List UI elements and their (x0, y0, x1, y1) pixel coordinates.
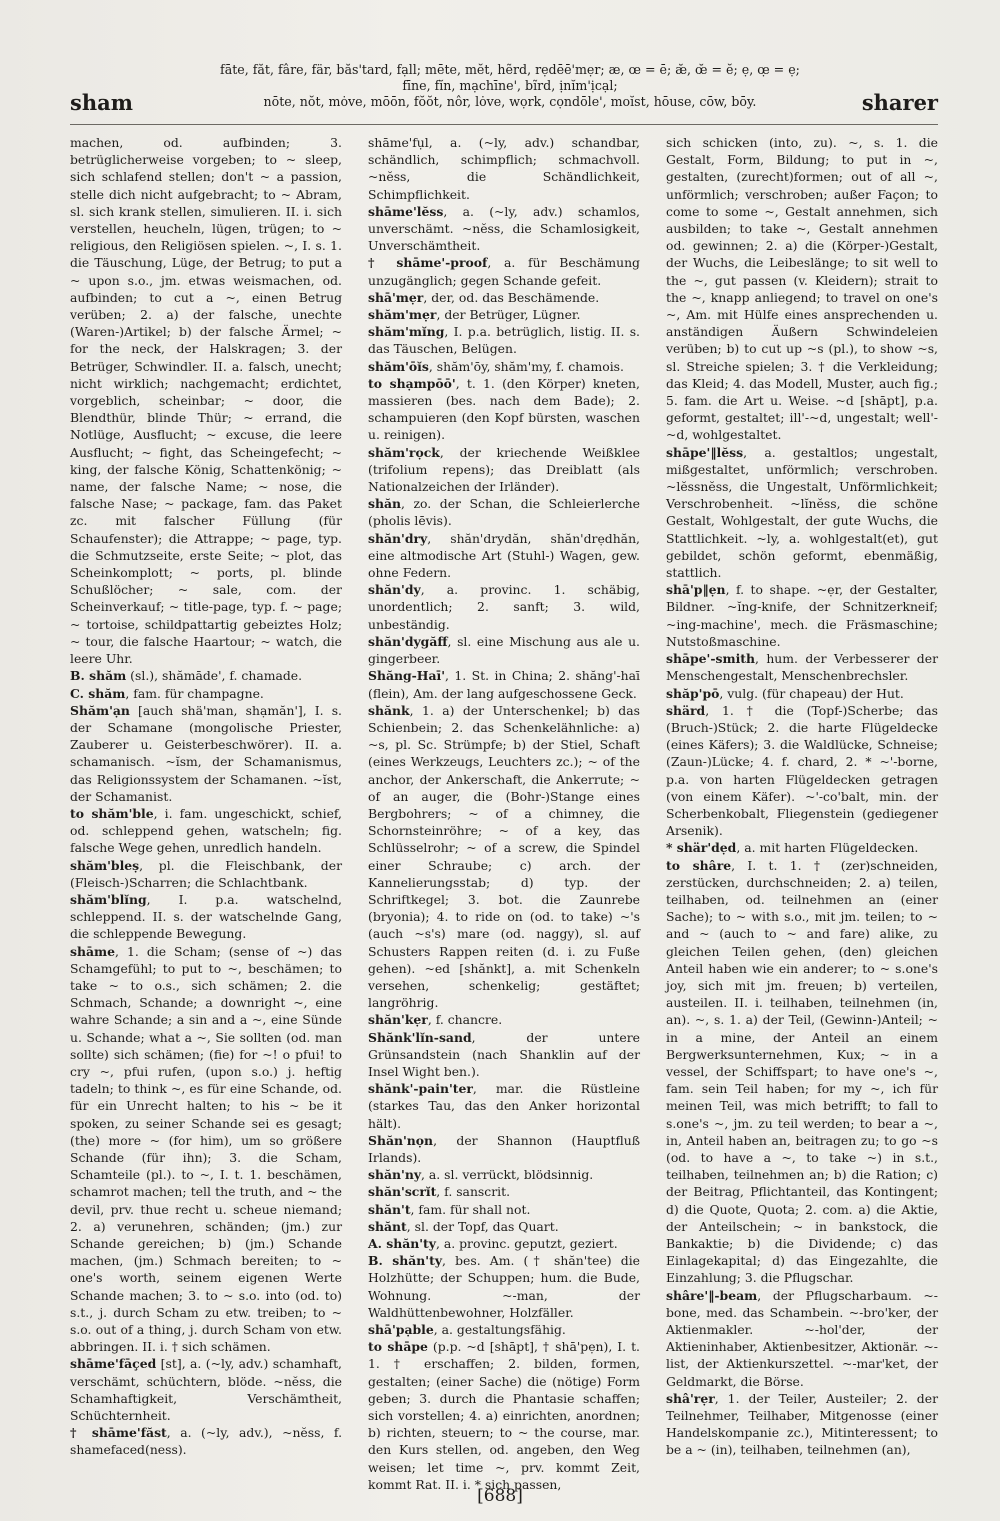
dictionary-entry: C. shăm, fam. für champagne. (70, 685, 264, 701)
dictionary-entry: * shär'dẹd, a. mit harten Flügeldecken. (666, 840, 919, 856)
headword: shāpe'-smith (666, 651, 756, 667)
page-number: [688] (477, 1486, 523, 1506)
dictionary-entry: machen, od. aufbinden; 3. betrüglicherweise vorgeben; to ~ sleep, sich schlafend stellen; don't ~ a passion, stelle dich nicht aufgebracht; to ~ Abram, sl. sich krank stellen, simulieren. II. i. sich verstellen, heucheln, lügen, trügen; to ~ religious, den Religiösen spielen. ~, I. s. 1. die Täuschung, Lüge, der Betrug; to put a ~ upon s.o., jm. etwas weismachen, od. aufbinden; to cut a ~, einen Betrug verüben; 2. a) der falsche, unechte (Waren-)Artikel; b) der falsche Ärmel; ~ for the neck, der Halskragen; 3. der Betrüger, Schwindler. II. a. falsch, unecht; nicht wirklich; nachgemacht; erdichtet, vorgeblich, scheinbar; ~ door, die Blendthür, blinde Thür; ~ errand, die Notlüge, Ausflucht; ~ excuse, die leere Ausflucht; ~ fight, das Scheingefecht; ~ king, der falsche König, Schattenkönig; ~ name, der falsche Name; ~ nose, die falsche Nase; ~ package, fam. das Paket zc. mit falscher Füllung (für Schaufenster); die Attrappe; ~ page, typ. die Schmutzseite, erste Seite; ~ plot, das Scheinkomplott; ~ ports, pl. blinde Schußlöcher; ~ sale, com. der Scheinverkauf; ~ title-page, typ. f. ~ page; ~ tortoise, schildpattartig gebeiztes Holz; ~ tour, die falsche Haartour; ~ watch, die leere Uhr. (70, 135, 342, 667)
pronunciation-key (220, 62, 800, 110)
headword: to shāpe (368, 1339, 428, 1355)
dictionary-entry: shāpe'-smith, hum. der Verbesserer der Menschengestalt, Menschenbrechsler. (666, 651, 938, 684)
headword: shăn'scrĭt (368, 1184, 437, 1200)
headword: shăm'blĭng (70, 891, 147, 907)
headword: shāme'lĕss (368, 203, 444, 219)
dictionary-entry: B. shăn'ty, bes. Am. († shăn'tee) die Holzhütte; der Schuppen; hum. die Bude, Wohnung. ~-man, der Waldhüttenbewohner, Holzfäller. (368, 1253, 640, 1320)
dictionary-entry: shăm'rọck, der kriechende Weißklee (trifolium repens); das Dreiblatt (als Nationalzeichen der Irländer). (368, 444, 640, 495)
entry-columns (70, 134, 938, 1492)
dictionary-entry: shăm'blĭng, I. p.a. watschelnd, schleppend. II. s. der watschelnde Gang, die schleppende Bewegung. (70, 891, 342, 942)
column-left (70, 134, 342, 1479)
headword: to shâre (666, 857, 732, 873)
dictionary-entry: shā'p‖ẹn, f. to shape. ~ẹr, der Gestalter, Bildner. ~ĭng-knife, der Schnitzerkneif; ~ing-machine', mech. die Fräsmaschine; Nutstoßmaschine. (666, 582, 938, 649)
headword: shăn'ny (368, 1167, 422, 1183)
dictionary-entry: shāme'fāçed [st], a. (~ly, adv.) schamhaft, verschämt, schüchtern, blöde. ~nĕss, die Schamhaftigkeit, Verschämtheit, Schüchternheit. (70, 1356, 342, 1424)
guide-word-left: sham (70, 90, 133, 115)
headword: shâre'‖-beam (666, 1287, 758, 1303)
dictionary-entry: Shăn'nọn, der Shannon (Hauptfluß Irlands). (368, 1132, 640, 1165)
headword: shā'p‖ẹn (666, 582, 726, 598)
dictionary-entry: shā'mẹr, der, od. das Beschämende. (368, 289, 600, 305)
dictionary-entry: shănt, sl. der Topf, das Quart. (368, 1218, 559, 1234)
dictionary-entry: shăn'dry, shăn'drydăn, shăn'drẹdhăn, eine altmodische Art (Stuhl-) Wagen, gew. ohne Federn. (368, 530, 640, 581)
headword: Shăng-Haī' (368, 668, 446, 684)
dictionary-entry: shāme, 1. die Scham; (sense of ~) das Schamgefühl; to put to ~, beschämen; to take ~ to o.s., sich schämen; 2. die Schmach, Schande; a downright ~, eine wahre Schande; a sin and a ~, eine Sünde u. Schande; what a ~, Sie sollten (od. man sollte) sich schämen; (fie) for ~! o pfui! to cry ~, pfui rufen, (upon s.o.) j. heftig tadeln; to think ~, es für eine Schande, od. für ein Unrecht halten; to his ~ be it spoken, zu seiner Schande sei es gesagt; (the) more ~ (for him), um so größere Schande (für ihn); 3. die Scham, Schamteile (pl.). to ~, I. t. 1. beschämen, schamrot machen; tell the truth, and ~ the devil, prv. thue recht u. scheue niemand; 2. a) verunehren, schänden; (jm.) zur Schande gereichen; b) (jm.) Schande machen, (jm.) Schmach bereiten; to ~ one's worth, seinem eigenen Werte Schande machen; 3. to ~ s.o. into (od. to) s.t., j. durch Scham zu etw. treiben; to ~ s.o. out of a thing, j. durch Scham von etw. abbringen. II. i. † sich schämen. (70, 943, 342, 1355)
headword: shănk (368, 702, 410, 718)
pronunciation-key-line: fāte, făt, fâre, fär, băs'tard, fạll; mēte, mĕt, hẽrd, rẹdēē'mẹr; æ, œ = ē; æ̆, œ̆ = ĕ; ẹ, œ̣ = ẹ; (220, 62, 800, 77)
headword: shăm'bleṣ (70, 857, 140, 873)
dictionary-entry: to shāpe (p.p. ~d [shāpt], † shā'pẹn), I. t. 1. † erschaffen; 2. bilden, formen, gestalten; (einer Sache) die (nötige) Form geben; 3. durch die Phantasie schaffen; sich vorstellen; 4. a) einrichten, anordnen; b) richten, steuern; to ~ the course, mar. den Kurs stellen, od. angeben, den Weg weisen; let time ~, prv. kommt Zeit, kommt Rat. II. i. * sich passen, (368, 1339, 640, 1492)
header-rule (70, 124, 938, 125)
dictionary-entry: shănk, 1. a) der Unterschenkel; b) das Schienbein; 2. das Schenkelähnliche: a) ~s, pl. Sc. Strümpfe; b) der Stiel, Schaft (eines Werkzeugs, Leuchters zc.); ~ of the anchor, der Ankerschaft, die Ankerrute; ~ of an auger, die (Bohr-)Stange eines Bergbohrers; ~ of a chimney, die Schornsteinröhre; ~ of a key, das Schlüsselrohr; ~ of a screw, die Spindel einer Schraube; c) arch. der Kannelierungsstab; d) typ. der Schriftkegel; 3. bot. die Zaunrebe (bryonia); 4. to ride on (od. to take) ~'s (auch ~s's) mare (od. naggy), sl. auf Schusters Rappen reiten (d. i. zu Fuße gehen). ~ed [shănkt], a. mit Schenkeln versehen, schenkelig; gestäftet; langröhrig. (368, 702, 640, 1011)
column-right (666, 134, 938, 1479)
dictionary-entry: † shāme'-proof, a. für Beschämung unzugänglich; gegen Schande gefeit. (368, 255, 640, 288)
dictionary-entry: shăm'bleṣ, pl. die Fleischbank, der (Fleisch-)Scharren; die Schlachtbank. (70, 857, 342, 890)
dictionary-entry: shāpe'‖lĕss, a. gestaltlos; ungestalt, mißgestaltet, unförmlich; verschroben. ~lĕssnĕss, die Ungestalt, Unförmlichkeit; Verschrobenheit. ~lĭnĕss, die schöne Gestalt, Wohlgestalt, der gute Wuchs, die Stattlichkeit. ~ly, a. wohlgestalt(et), gut gebildet, schön geformt, ebenmäßig, stattlich. (666, 444, 938, 581)
headword: B. shăm (70, 668, 127, 684)
dictionary-entry: shăm'ōĭs, shăm'ōy, shăm'my, f. chamois. (368, 358, 624, 374)
dictionary-entry: shāme'fụl, a. (~ly, adv.) schandbar, schändlich, schimpflich; schmachvoll. ~nĕss, die Schändlichkeit, Schimpflichkeit. (368, 135, 640, 202)
headword: shăn'dry (368, 530, 428, 546)
dictionary-entry: shăm'mẹr, der Betrüger, Lügner. (368, 307, 581, 323)
headword: shā'mẹr (368, 289, 424, 305)
headword: * shär'dẹd (666, 840, 737, 856)
headword: shăn (368, 496, 402, 512)
headword: shâ'rẹr (666, 1390, 715, 1406)
dictionary-entry: to shâre, I. t. 1. † (zer)schneiden, zerstücken, durchschneiden; 2. a) teilen, teilhaben, od. teilnehmen an (einer Sache); to ~ with s.o., mit jm. teilen; to ~ and ~ (auch to ~ and fare) alike, zu gleichen Teilen gehen, (den) gleichen Anteil haben wie ein anderer; to ~ s.one's joy, sich mit jm. freuen; b) verteilen, austeilen. II. i. teilhaben, teilnehmen (in, an). ~, s. 1. a) der Teil, (Gewinn-)Anteil; ~ in a mine, der Anteil an einem Bergwerksunternehmen, Kux; ~ in a vessel, der Schiffspart; to have one's ~, fam. sein Teil haben; for my ~, ich für meinen Teil, was mich betrifft; to fall to s.one's ~, jm. zu teil werden; to bear a ~, in, Anteil haben an, beitragen zu; to go ~s (od. to have a ~, to take ~) in s.t., teilhaben, teilnehmen an; b) die Ration; c) der Beitrag, Pflichtanteil, das Kontingent; d) die Quote, Quota; 2. com. a) die Aktie, der Anteilschein; ~ in bankstock, die Bankaktie; b) die Dividende; c) das Einlagekapital; d) das Eingezahlte, die Einzahlung; 3. die Pflugschar. (666, 857, 938, 1286)
headword: C. shăm (70, 685, 126, 701)
pronunciation-key-line: nōte, nŏt, mȯve, mōōn, fŏŏt, nôr, lȯve, wọrk, cọndōle', moĭst, hōuse, cōw, bōy. (263, 94, 757, 109)
dictionary-entry: shăm'mĭng, I. p.a. betrüglich, listig. II. s. das Täuschen, Belügen. (368, 324, 640, 357)
dictionary-entry: shăn'scrĭt, f. sanscrit. (368, 1184, 511, 1200)
headword: Shănk'lĭn-sand (368, 1029, 472, 1045)
dictionary-entry: shănk'-pain'ter, mar. die Rüstleine (starkes Tau, das den Anker horizontal hält). (368, 1081, 640, 1131)
dictionary-entry: shāme'lĕss, a. (~ly, adv.) schamlos, unverschämt. ~nĕss, die Schamlosigkeit, Unverschämtheit. (368, 203, 640, 254)
dictionary-entry: shärd, 1. † die (Topf-)Scherbe; das (Bruch-)Stück; 2. die harte Flügeldecke (eines Käfers); 3. die Waldlücke, Schneise; (Zaun-)Lücke; 4. f. chard, 2. * ~'-borne, p.a. von harten Flügeldecken getragen (von einem Käfer). ~'-co'balt, min. der Scherbenkobalt, Fliegenstein (gediegener Arsenik). (666, 702, 938, 839)
headword: shāme (70, 943, 116, 959)
dictionary-entry: Shăm'ạn [auch shä'man, shạmăn'], I. s. der Schamane (mongolische Priester, Zauberer u. Geisterbeschwörer). II. a. schamanisch. ~ĭsm, der Schamanismus, das Religionssystem der Schamanen. ~ĭst, der Schamanist. (70, 702, 342, 804)
headword: shăm'mẹr (368, 307, 437, 323)
headword: † shāme'-proof (368, 255, 488, 271)
dictionary-entry: shâre'‖-beam, der Pflugscharbaum. ~-bone, med. das Schambein. ~-bro'ker, der Aktienmakler. ~-hol'der, der Aktieninhaber, Aktienbesitzer, Aktionär. ~-list, der Aktienkurszettel. ~-mar'ket, der Geldmarkt, die Börse. (666, 1287, 938, 1389)
dictionary-entry: shăn'kẹr, f. chancre. (368, 1012, 503, 1028)
dictionary-entry: A. shăn'ty, a. provinc. geputzt, geziert. (368, 1236, 618, 1251)
dictionary-entry: to shạmpōō', t. 1. (den Körper) kneten, massieren (bes. nach dem Bade); 2. schampuieren (den Kopf bürsten, waschen u. reinigen). (368, 375, 640, 443)
headword: Shăn'nọn (368, 1132, 434, 1148)
headword: to shạmpōō' (368, 375, 456, 391)
dictionary-entry: shăp'pō, vulg. (für chapeau) der Hut. (666, 685, 904, 701)
headword: shăm'rọck (368, 444, 440, 460)
pronunciation-key-line: fīne, fĭn, mạchīne', bĩrd, ịnĭm'ịcạl; (402, 78, 618, 93)
dictionary-entry: shăn'dygăff, sl. eine Mischung aus ale u. gingerbeer. (368, 633, 640, 667)
headword: shăn't (368, 1201, 411, 1217)
headword: A. shăn'ty (368, 1236, 436, 1251)
headword: shăm'mĭng (368, 324, 445, 340)
headword: † shāme'făst (70, 1425, 167, 1441)
headword: shăn'kẹr (368, 1012, 428, 1028)
headword: to shăm'ble (70, 805, 154, 821)
headword: shăn'dy (368, 582, 421, 598)
headword: shärd (666, 702, 706, 718)
dictionary-entry: shăn, zo. der Schan, die Schleierlerche (pholis lēvis). (368, 496, 640, 529)
dictionary-entry: Shănk'lĭn-sand, der untere Grünsandstein (nach Shanklin auf der Insel Wight ben.). (368, 1029, 640, 1079)
dictionary-entry: shăn'ny, a. sl. verrückt, blödsinnig. (368, 1167, 594, 1183)
headword: shăn'dygăff (368, 633, 448, 649)
headword: B. shăn'ty (368, 1253, 443, 1269)
dictionary-entry: shâ'rẹr, 1. der Teiler, Austeiler; 2. der Teilnehmer, Teilhaber, Mitgenosse (einer Handelskompanie zc.), Mitinteressent; to be a ~ (in), teilhaben, teilnehmen (an), (666, 1390, 938, 1458)
dictionary-entry: † shāme'făst, a. (~ly, adv.), ~nĕss, f. shamefaced(ness). (70, 1425, 343, 1458)
headword: shāpe'‖lĕss (666, 444, 744, 460)
column-middle (368, 134, 640, 1492)
headword: shā'pạble (368, 1322, 434, 1338)
headword: shāme'fāçed (70, 1356, 157, 1372)
page-header (0, 60, 1000, 120)
dictionary-entry: shăn't, fam. für shall not. (368, 1201, 531, 1217)
dictionary-entry: to shăm'ble, i. fam. ungeschickt, schief, od. schleppend gehen, watscheln; fig. falsche Wege gehen, unredlich handeln. (70, 805, 342, 856)
headword: shăm'ōĭs (368, 358, 429, 374)
guide-word-right: sharer (861, 90, 938, 115)
dictionary-entry: Shăng-Haī', 1. St. in China; 2. shăng'-haī (flein), Am. der lang aufgeschossene Geck. (368, 668, 640, 701)
headword: shănt (368, 1218, 407, 1234)
headword: shănk'-pain'ter (368, 1081, 473, 1097)
dictionary-entry: B. shăm (sl.), shămāde', f. chamade. (70, 668, 303, 684)
dictionary-entry: shăn'dy, a. provinc. 1. schäbig, unordentlich; 2. sanft; 3. wild, unbeständig. (368, 582, 640, 632)
headword: Shăm'ạn (70, 702, 130, 718)
dictionary-entry: sich schicken (into, zu). ~, s. 1. die Gestalt, Form, Bildung; to put in ~, gestalten, (zurecht)formen; out of all ~, unförmlich; verschroben; außer Façon; to come to some ~, Gestalt annehmen, sich ausbilden; to take ~, Gestalt annehmen od. gewinnen; 2. a) die (Körper-)Gestalt, der Wuchs, die Leibeslänge; to sit well to the ~, gut passen (v. Kleidern); strait to the ~, knapp anliegend; to travel on one's ~, Am. mit Hülfe eines ansprechenden u. anständigen Äußern Schwindeleien verüben; b) to cut up ~s (pl.), to show ~s, sl. Streiche spielen; 3. † die Verkleidung; das Kleid; 4. das Modell, Muster, auch fig.; 5. fam. die Art u. Weise. ~d [shāpt], p.a. geformt, gestaltet; ill'-~d, ungestalt; well'-~d, wohlgestaltet. (666, 135, 938, 443)
dictionary-entry: shā'pạble, a. gestaltungsfähig. (368, 1322, 566, 1338)
headword: shăp'pō (666, 685, 720, 701)
